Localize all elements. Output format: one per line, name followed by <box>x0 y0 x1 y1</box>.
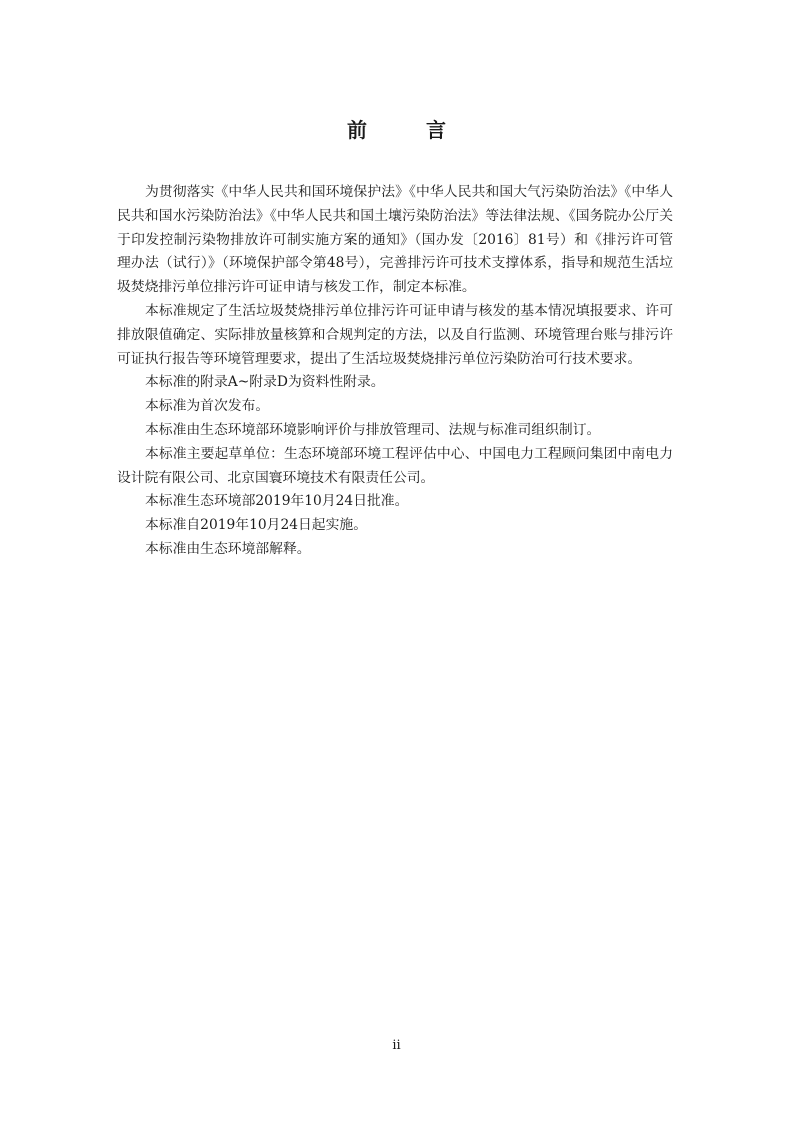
paragraph: 本标准由生态环境部解释。 <box>145 540 311 557</box>
paragraph: 本标准主要起草单位：生态环境部环境工程评估中心、中国电力工程顾问集团中南电力设计院有限公司、北京国寰环境技术有限责任公司。 <box>117 445 673 486</box>
page-title: 前 言 <box>347 118 472 142</box>
paragraph: 本标准的附录A~附录D为资料性附录。 <box>145 374 385 391</box>
foreword-body <box>117 181 673 562</box>
paragraph: 本标准由生态环境部环境影响评价与排放管理司、法规与标准司组织制订。 <box>145 421 601 438</box>
paragraph: 为贯彻落实《中华人民共和国环境保护法》《中华人民共和国大气污染防治法》《中华人民共和国水污染防治法》《中华人民共和国土壤污染防治法》等法律法规、《国务院办公厅关于印发控制污染物排放许可制实施方案的通知》（国办发〔2016〕81号）和《排污许可管理办法（试行）》（环境保护部令第48号），完善排污许可技术支撑体系，指导和规范生活垃圾焚烧排污单位排污许可证申请与核发工作，制定本标准。 <box>117 184 673 296</box>
paragraph: 本标准规定了生活垃圾焚烧排污单位排污许可证申请与核发的基本情况填报要求、许可排放限值确定、实际排放量核算和合规判定的方法，以及自行监测、环境管理台账与排污许可证执行报告等环境管理要求，提出了生活垃圾焚烧排污单位污染防治可行技术要求。 <box>117 302 673 367</box>
page-number: ii <box>392 1038 401 1053</box>
paragraph: 本标准为首次发布。 <box>145 398 270 415</box>
paragraph: 本标准生态环境部2019年10月24日批准。 <box>145 493 409 510</box>
paragraph: 本标准自2019年10月24日起实施。 <box>145 517 367 534</box>
